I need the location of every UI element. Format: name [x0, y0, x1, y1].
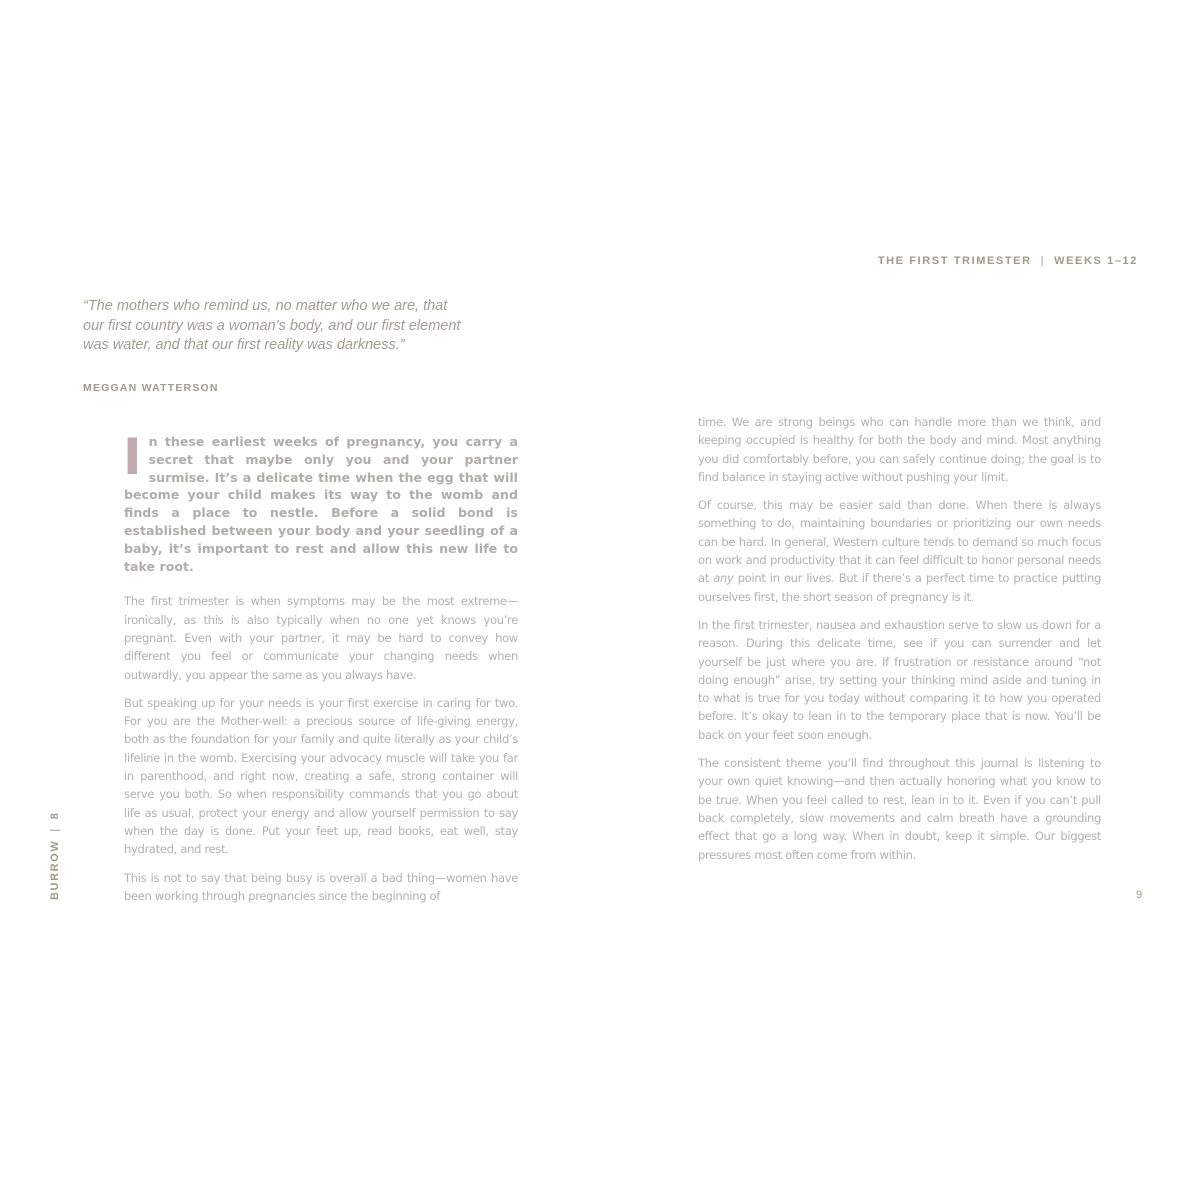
folio-separator: | [49, 827, 61, 832]
body-paragraph: This is not to say that being busy is overall a bad thing—women have been working through pregnancies since the beginning of [124, 870, 518, 903]
epigraph-quote: “The mothers who remind us, no matter who we are, that our first country was a woman’s body, and our first element was water, and that our first reality was darkness.” [83, 298, 461, 353]
paragraph-text: Of course, this may be easier said than done. When there is always something to do, maintaining boundaries or prioritizing our own needs can be hard. In general, Western culture tends to demand so much focus on work and productivity that it can feel difficult to honor personal needs at [698, 498, 1101, 586]
body-paragraph [698, 496, 1101, 606]
running-head-section: THE FIRST TRIMESTER [877, 255, 1032, 267]
body-paragraph: The first trimester is when symptoms may be the most extreme—ironically, as this is also typically when no one yet knows you’re pregnant. Even with your partner, it may be hard to convey how different you feel or communicate your changing needs when outwardly, you appear the same as you always have. [124, 594, 518, 682]
left-folio [49, 811, 61, 900]
body-paragraph: But speaking up for your needs is your first exercise in caring for two. For you are the Mother-well: a precious source of life-giving energy, both as the foundation for your family and quite literally as your child’s lifeline in the womb. Exercising your advocacy muscle will take you far in parenthood, and right now, creating a safe, strong container will serve you both. So when responsibility commands that you go about life as usual, protect your energy and allow yourself permission to say when the day is done. Put your feet up, read books, eat well, stay hydrated, and rest. [124, 695, 518, 857]
right-folio-page-number: 9 [1136, 889, 1143, 901]
lead-paragraph [123, 428, 518, 575]
left-text-column [123, 428, 518, 915]
folio-page-number: 8 [49, 811, 61, 820]
running-head [878, 255, 1138, 267]
drop-cap: I [123, 428, 142, 486]
running-head-weeks: WEEKS 1–12 [1054, 255, 1138, 267]
lead-text: n these earliest weeks of pregnancy, you carry a secret that maybe only you and your partner surmise. It’s a delicate time when the egg that will become your child makes its way to the womb and finds a place to nestle. Before a solid bond is established between your body and your seedling of a baby, it’s important to rest and allow this new life to take root. [124, 434, 518, 574]
right-text-column [698, 413, 1101, 874]
body-paragraph: In the first trimester, nausea and exhaustion serve to slow us down for a reason. During this delicate time, see if you can surrender and let yourself be just where you are. If frustration or resistance around “not doing enough” arise, try setting your thinking mind aside and tuning in to what is true for you today without comparing it to how you operated before. It’s okay to lean in to the temporary place that is now. You’ll be back on your feet soon enough. [698, 617, 1101, 742]
folio-book-title: BURROW [49, 839, 61, 900]
running-head-separator: | [1040, 255, 1046, 267]
body-paragraph: time. We are strong beings who can handle more than we think, and keeping occupied is healthy for both the body and mind. Most anything you did comfortably before, you can safely continue doing; the goal is to find balance in staying active without pushing your limit. [698, 415, 1101, 484]
paragraph-text: point in our lives. But if there’s a perfect time to practice putting ourselves first, the short season of pregnancy is it. [698, 571, 1102, 604]
epigraph-author: MEGGAN WATTERSON [83, 382, 219, 394]
emphasis-text: any [713, 571, 734, 586]
body-paragraph: The consistent theme you’ll find throughout this journal is listening to your own quiet knowing—and then actually honoring what you know to be true. When you feel called to rest, lean in to it. Even if you can’t pull back completely, slow movements and calm breath have a grounding effect that go a long way. When in doubt, keep it simple. Our biggest pressures most often come from within. [698, 756, 1101, 862]
